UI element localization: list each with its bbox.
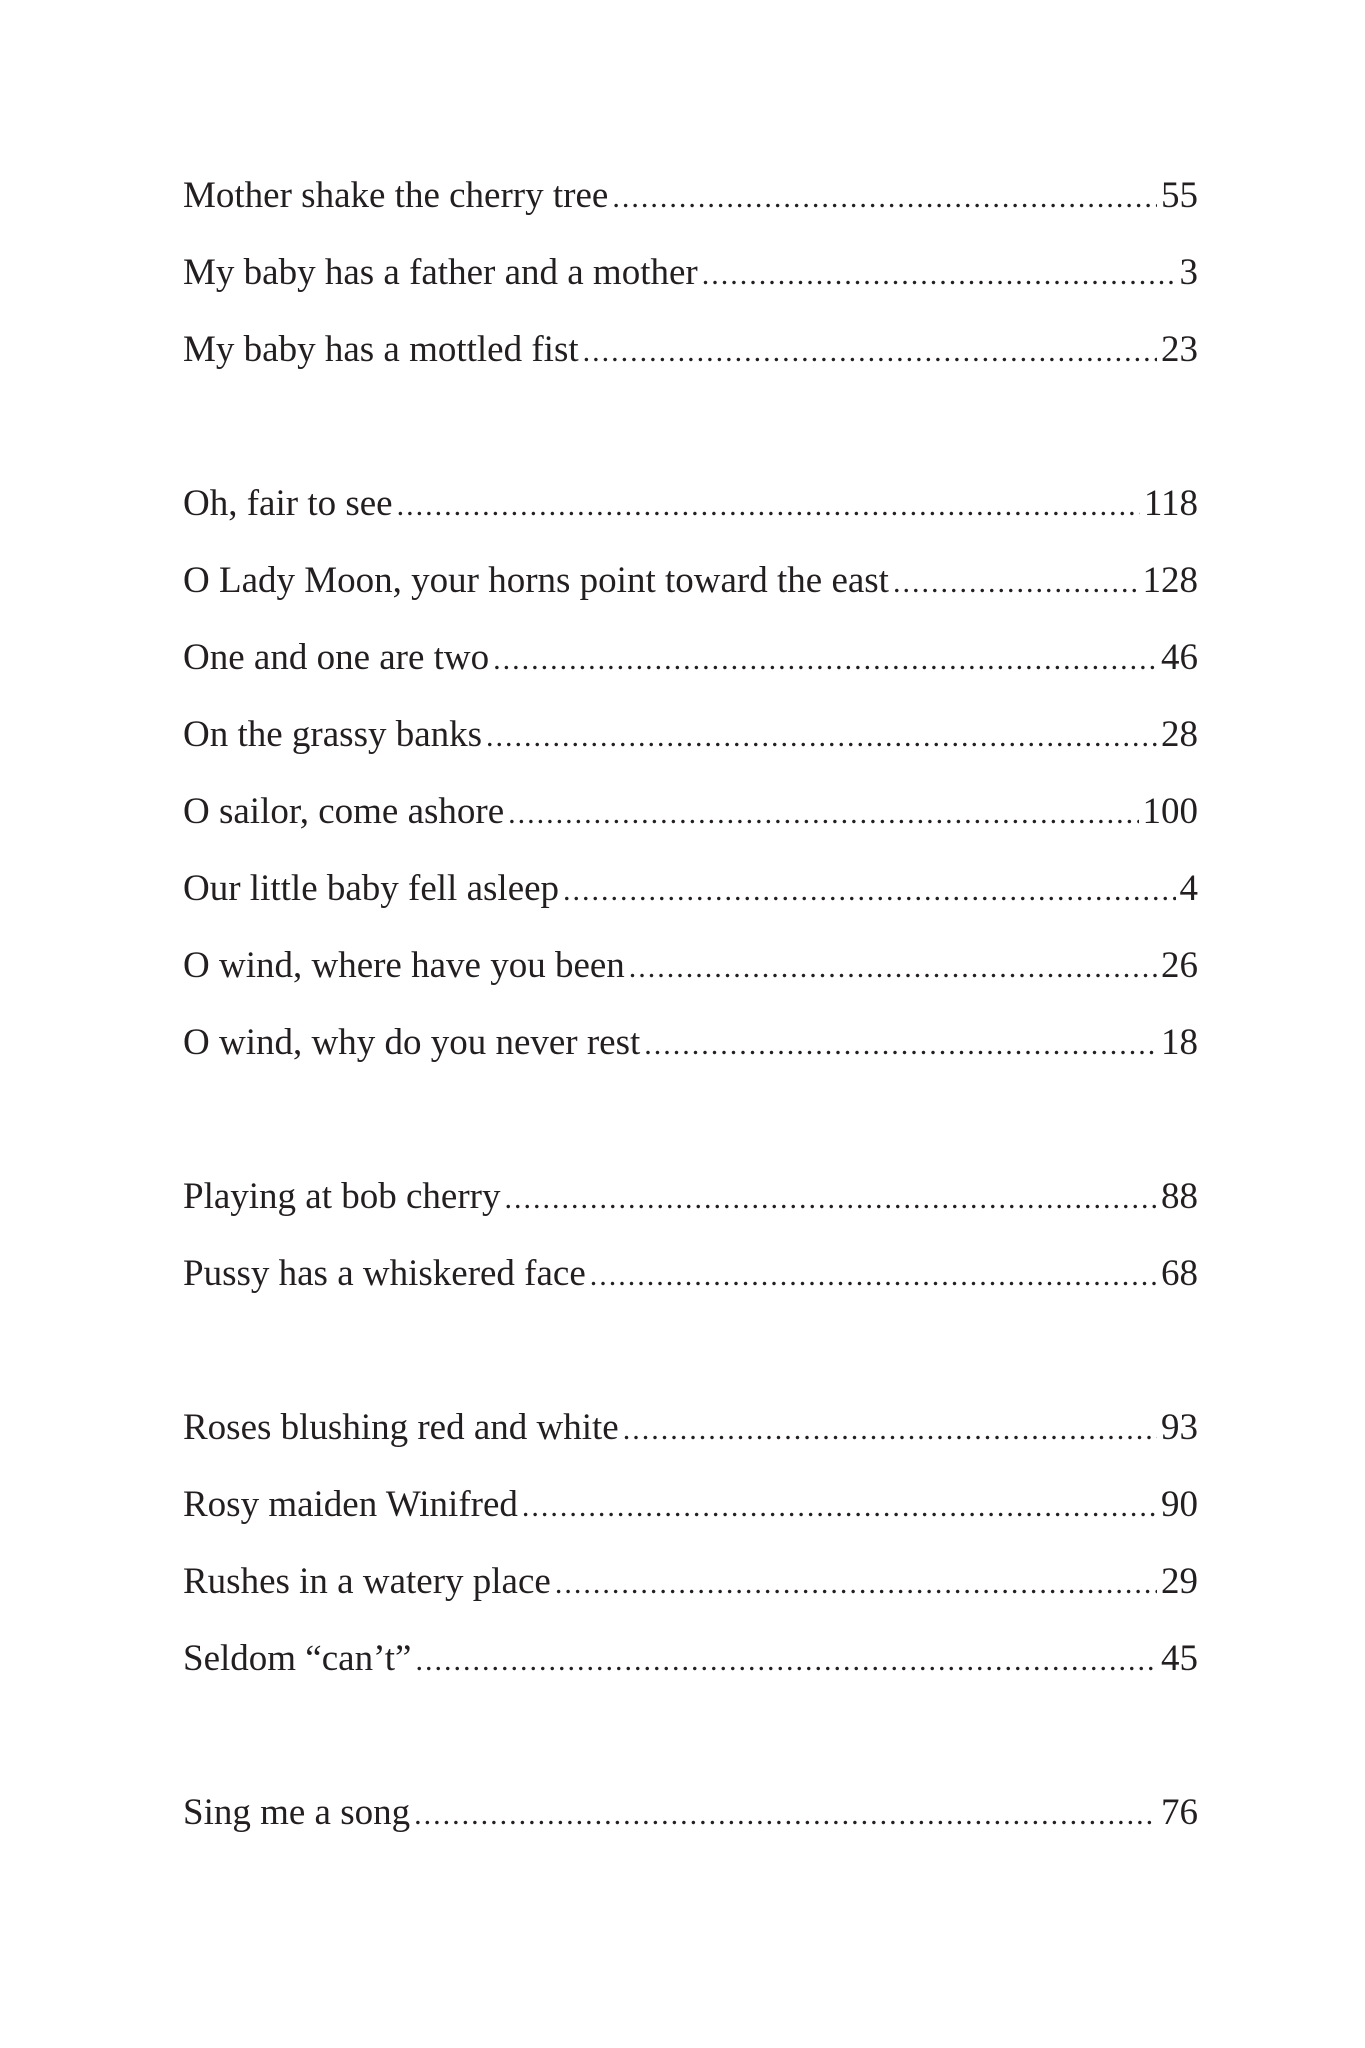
- entry-page-number: 45: [1161, 1638, 1198, 1679]
- entry-title: On the grassy banks: [183, 714, 483, 755]
- entry-page-number: 128: [1142, 560, 1198, 601]
- index-group-r: [183, 1389, 1198, 1697]
- entry-page-number: 93: [1161, 1407, 1198, 1448]
- index-entry: [183, 850, 1198, 927]
- dot-leader: [508, 775, 1138, 852]
- index-group-m: [183, 157, 1198, 388]
- entry-page-number: 28: [1161, 714, 1198, 755]
- entry-title: O wind, where have you been: [183, 945, 625, 986]
- entry-title: Pussy has a whiskered face: [183, 1253, 586, 1294]
- index-entry: [183, 773, 1198, 850]
- dot-leader: [493, 621, 1157, 698]
- entry-page-number: 55: [1161, 175, 1198, 216]
- entry-title: Seldom “can’t”: [183, 1638, 412, 1679]
- index-entry: [183, 542, 1198, 619]
- entry-page-number: 18: [1161, 1022, 1198, 1063]
- entry-title: My baby has a father and a mother: [183, 252, 698, 293]
- entry-page-number: 23: [1161, 329, 1198, 370]
- index-entry: [183, 1389, 1198, 1466]
- dot-leader: [555, 1545, 1157, 1622]
- dot-leader: [583, 313, 1157, 390]
- entry-title: Our little baby fell asleep: [183, 868, 560, 909]
- entry-title: Playing at bob cherry: [183, 1176, 501, 1217]
- dot-leader: [893, 544, 1139, 621]
- index-entry: [183, 1543, 1198, 1620]
- entry-page-number: 4: [1179, 868, 1198, 909]
- dot-leader: [623, 1391, 1157, 1468]
- index-entry: [183, 465, 1198, 542]
- dot-leader: [702, 236, 1176, 313]
- entry-page-number: 76: [1161, 1792, 1198, 1833]
- index-group-o: [183, 465, 1198, 1081]
- entry-page-number: 88: [1161, 1176, 1198, 1217]
- index-entry: [183, 1158, 1198, 1235]
- entry-title: Roses blushing red and white: [183, 1407, 619, 1448]
- dot-leader: [590, 1237, 1157, 1314]
- dot-leader: [415, 1622, 1157, 1699]
- entry-page-number: 68: [1161, 1253, 1198, 1294]
- index-group-p: [183, 1158, 1198, 1312]
- index-entry: [183, 234, 1198, 311]
- dot-leader: [397, 467, 1140, 544]
- index-entry: [183, 927, 1198, 1004]
- entry-title: One and one are two: [183, 637, 490, 678]
- entry-title: Rushes in a watery place: [183, 1561, 551, 1602]
- index-entry: [183, 157, 1198, 234]
- dot-leader: [486, 698, 1157, 775]
- entry-title: My baby has a mottled fist: [183, 329, 579, 370]
- index-page: [183, 157, 1198, 1851]
- entry-title: Sing me a song: [183, 1792, 411, 1833]
- index-entry: [183, 311, 1198, 388]
- index-group-s: [183, 1774, 1198, 1851]
- dot-leader: [414, 1776, 1157, 1853]
- index-entry: [183, 619, 1198, 696]
- entry-page-number: 90: [1161, 1484, 1198, 1525]
- dot-leader: [505, 1160, 1158, 1237]
- index-entry: [183, 1004, 1198, 1081]
- dot-leader: [563, 852, 1175, 929]
- dot-leader: [612, 159, 1157, 236]
- entry-title: O wind, why do you never rest: [183, 1022, 641, 1063]
- entry-title: O Lady Moon, your horns point toward the east: [183, 560, 889, 601]
- entry-page-number: 46: [1161, 637, 1198, 678]
- index-entry: [183, 1620, 1198, 1697]
- dot-leader: [644, 1006, 1157, 1083]
- entry-title: Rosy maiden Winifred: [183, 1484, 518, 1525]
- entry-page-number: 26: [1161, 945, 1198, 986]
- dot-leader: [522, 1468, 1157, 1545]
- entry-page-number: 100: [1142, 791, 1198, 832]
- entry-title: O sailor, come ashore: [183, 791, 505, 832]
- dot-leader: [629, 929, 1157, 1006]
- index-entry: [183, 1466, 1198, 1543]
- index-entry: [183, 696, 1198, 773]
- entry-title: Mother shake the cherry tree: [183, 175, 609, 216]
- index-entry: [183, 1235, 1198, 1312]
- entry-page-number: 3: [1179, 252, 1198, 293]
- entry-page-number: 118: [1143, 483, 1198, 524]
- index-entry: [183, 1774, 1198, 1851]
- entry-title: Oh, fair to see: [183, 483, 393, 524]
- entry-page-number: 29: [1161, 1561, 1198, 1602]
